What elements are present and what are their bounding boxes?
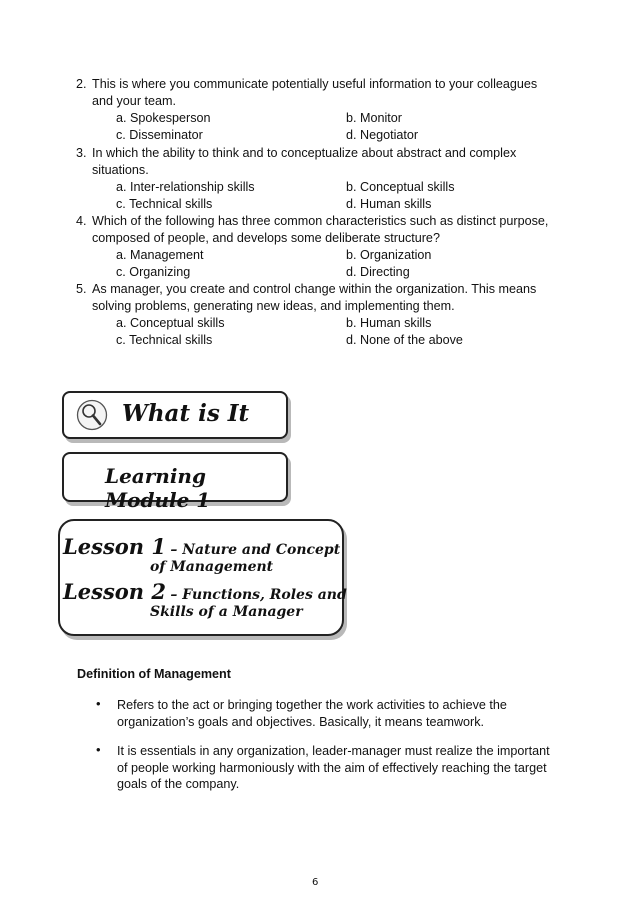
question-text: In which the ability to think and to conceptualize about abstract and complex (92, 146, 517, 160)
learning-module-box (62, 452, 288, 512)
option-d: d. None of the above (346, 333, 463, 347)
option-d: d. Directing (346, 265, 410, 279)
option-a: a. Inter-relationship skills (116, 180, 255, 194)
question-number: 3. (76, 146, 87, 160)
lesson-1 (63, 534, 340, 559)
bullet-line: organization’s goals and objectives. Basically, it means teamwork. (117, 714, 485, 729)
bullet-line: Refers to the act or bringing together the work activities to achieve the (117, 698, 507, 712)
option-b: b. Monitor (346, 111, 402, 125)
question-text-cont: and your team. (92, 94, 177, 108)
lessons-box (58, 519, 347, 636)
option-b: b. Organization (346, 248, 432, 262)
definition-heading: Definition of Management (77, 667, 231, 681)
option-d: d. Negotiator (346, 128, 419, 142)
question-text-cont: situations. (92, 163, 149, 177)
option-a: a. Management (116, 248, 204, 262)
question-5 (76, 281, 561, 315)
question-text-cont: solving problems, generating new ideas, and implementing them. (92, 299, 455, 313)
option-c: c. Organizing (116, 265, 191, 279)
lesson-2 (63, 579, 347, 604)
module-title: Learning Module 1 (105, 464, 211, 512)
magnifier-icon (76, 399, 108, 434)
option-b: b. Human skills (346, 316, 432, 330)
question-text: As manager, you create and control change within the organization. This means (92, 282, 537, 296)
option-c: c. Technical skills (116, 333, 213, 347)
what-is-it-box (62, 391, 288, 439)
question-3 (76, 145, 561, 179)
page-number: 6 (312, 877, 319, 888)
bullet-icon: • (96, 696, 101, 711)
option-c: c. Disseminator (116, 128, 203, 142)
definition-bullet-1 (117, 697, 561, 730)
question-text: This is where you communicate potentially useful information to your colleagues (92, 77, 538, 91)
definition-bullet-2 (117, 743, 561, 793)
question-number: 5. (76, 282, 87, 296)
question-text-cont: composed of people, and develops some deliberate structure? (92, 231, 440, 245)
option-c: c. Technical skills (116, 197, 213, 211)
question-number: 2. (76, 77, 87, 91)
section-title: What is It (122, 400, 250, 427)
bullet-line: It is essentials in any organization, leader-manager must realize the important (117, 744, 550, 758)
lesson-2-label: Lesson 2 (63, 579, 166, 604)
option-a: a. Spokesperson (116, 111, 211, 125)
question-4 (76, 213, 561, 247)
option-d: d. Human skills (346, 197, 432, 211)
lesson-1-title: – Nature and Concept (170, 542, 341, 558)
question-text: Which of the following has three common characteristics such as distinct purpose, (92, 214, 549, 228)
question-2 (76, 76, 561, 110)
lesson-1-title-cont: of Management (150, 559, 274, 575)
lesson-1-label: Lesson 1 (63, 534, 166, 559)
bullet-line: of people working harmoniously with the aim of effectively reaching the target (117, 760, 547, 775)
lesson-2-title: – Functions, Roles and (170, 587, 347, 603)
option-b: b. Conceptual skills (346, 180, 455, 194)
lesson-2-title-cont: Skills of a Manager (150, 604, 303, 620)
question-number: 4. (76, 214, 87, 228)
option-a: a. Conceptual skills (116, 316, 225, 330)
bullet-line: goals of the company. (117, 777, 240, 791)
bullet-icon: • (96, 742, 101, 757)
